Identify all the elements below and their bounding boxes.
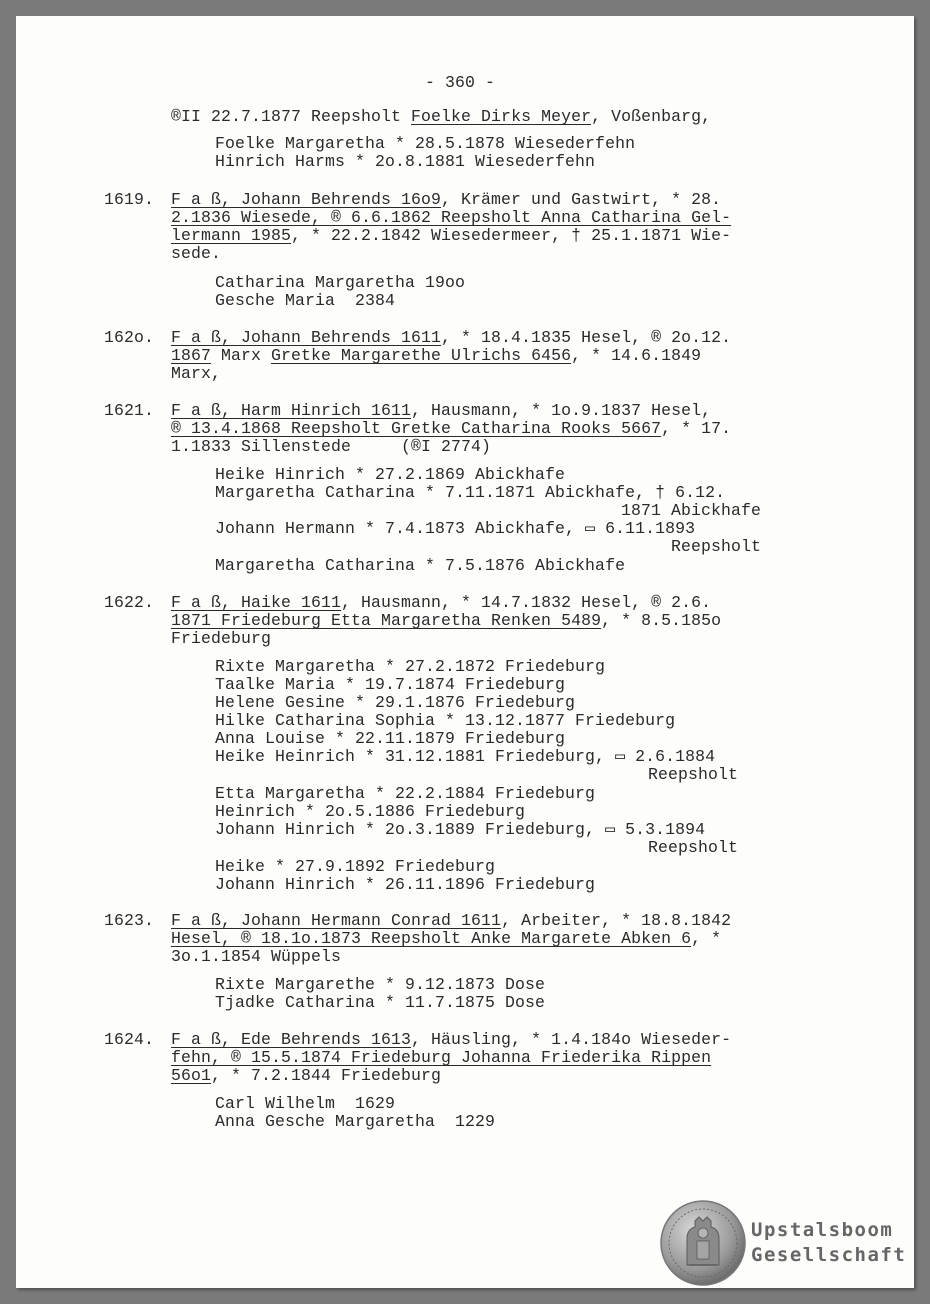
entry-line: Friedeburg xyxy=(171,629,272,648)
child-line: Johann Hermann * 7.4.1873 Abickhafe, ▭ 6.11.1893 xyxy=(215,519,696,538)
entry-number: 1619. xyxy=(104,190,155,209)
child-line: Gesche Maria 2384 xyxy=(215,291,396,310)
child-line: Taalke Maria * 19.7.1874 Friedeburg xyxy=(215,675,566,694)
entry-number: 1622. xyxy=(104,593,155,612)
child-line: Heike * 27.9.1892 Friedeburg xyxy=(215,857,496,876)
entry-line: sede. xyxy=(171,244,222,263)
entry-line: F a ß, Johann Behrends 16o9, Krämer und Gastwirt, * 28. xyxy=(171,190,722,209)
entry-line: F a ß, Johann Hermann Conrad 1611, Arbeiter, * 18.8.1842 xyxy=(171,911,732,930)
entry-line: 56o1, * 7.2.1844 Friedeburg xyxy=(171,1066,442,1085)
child-line: Catharina Margaretha 19oo xyxy=(215,273,466,292)
entry-number: 162o. xyxy=(104,328,155,347)
entry-number: 1621. xyxy=(104,401,155,420)
child-line: Margaretha Catharina * 7.5.1876 Abickhafe xyxy=(215,556,626,575)
child-line: 1871 Abickhafe xyxy=(621,501,762,520)
child-line: Hinrich Harms * 2o.8.1881 Wiesederfehn xyxy=(215,152,596,171)
child-line: Hilke Catharina Sophia * 13.12.1877 Friedeburg xyxy=(215,711,676,730)
entry-line: F a ß, Johann Behrends 1611, * 18.4.1835 Hesel, ® 2o.12. xyxy=(171,328,732,347)
page-number: - 360 - xyxy=(425,73,496,92)
entry-line: 2.1836 Wiesede, ® 6.6.1862 Reepsholt Anna Catharina Gel- xyxy=(171,208,732,227)
entry-line: F a ß, Ede Behrends 1613, Häusling, * 1.4.184o Wieseder- xyxy=(171,1030,732,1049)
entry-number: 1623. xyxy=(104,911,155,930)
entry-line: 1.1833 Sillenstede (®I 2774) xyxy=(171,437,492,456)
entry-line: Marx, xyxy=(171,364,222,383)
child-line: Tjadke Catharina * 11.7.1875 Dose xyxy=(215,993,546,1012)
document-page xyxy=(16,16,914,1288)
child-line: Heike Heinrich * 31.12.1881 Friedeburg, ▭ 2.6.1884 xyxy=(215,747,716,766)
seal-icon xyxy=(659,1199,747,1287)
child-line: Etta Margaretha * 22.2.1884 Friedeburg xyxy=(215,784,596,803)
child-line: Anna Louise * 22.11.1879 Friedeburg xyxy=(215,729,566,748)
child-line: Margaretha Catharina * 7.11.1871 Abickhafe, † 6.12. xyxy=(215,483,726,502)
entry-line: 3o.1.1854 Wüppels xyxy=(171,947,342,966)
child-line: Rixte Margarethe * 9.12.1873 Dose xyxy=(215,975,546,994)
entry-line: ® 13.4.1868 Reepsholt Gretke Catharina Rooks 5667, * 17. xyxy=(171,419,732,438)
child-line: Johann Hinrich * 26.11.1896 Friedeburg xyxy=(215,875,596,894)
child-line: Heinrich * 2o.5.1886 Friedeburg xyxy=(215,802,526,821)
child-line: Reepsholt xyxy=(648,765,739,784)
logo-text-line2: Gesellschaft xyxy=(751,1244,907,1266)
child-line: Carl Wilhelm 1629 xyxy=(215,1094,396,1113)
child-line: Reepsholt xyxy=(648,838,739,857)
entry-line: F a ß, Haike 1611, Hausmann, * 14.7.1832 Hesel, ® 2.6. xyxy=(171,593,712,612)
child-line: Anna Gesche Margaretha 1229 xyxy=(215,1112,496,1131)
child-line: Reepsholt xyxy=(671,537,762,556)
text-line: ®II 22.7.1877 Reepsholt Foelke Dirks Meyer, Voßenbarg, xyxy=(171,107,712,126)
entry-line: lermann 1985, * 22.2.1842 Wiesedermeer, † 25.1.1871 Wie- xyxy=(171,226,732,245)
entry-number: 1624. xyxy=(104,1030,155,1049)
child-line: Foelke Margaretha * 28.5.1878 Wiesederfehn xyxy=(215,134,636,153)
child-line: Johann Hinrich * 2o.3.1889 Friedeburg, ▭ 5.3.1894 xyxy=(215,820,706,839)
entry-line: 1867 Marx Gretke Margarethe Ulrichs 6456, * 14.6.1849 xyxy=(171,346,702,365)
child-line: Rixte Margaretha * 27.2.1872 Friedeburg xyxy=(215,657,606,676)
entry-line: fehn, ® 15.5.1874 Friedeburg Johanna Friederika Rippen xyxy=(171,1048,712,1067)
child-line: Helene Gesine * 29.1.1876 Friedeburg xyxy=(215,693,576,712)
logo-text-line1: Upstalsboom xyxy=(751,1219,894,1241)
child-line: Heike Hinrich * 27.2.1869 Abickhafe xyxy=(215,465,566,484)
entry-line: 1871 Friedeburg Etta Margaretha Renken 5489, * 8.5.185o xyxy=(171,611,722,630)
entry-line: Hesel, ® 18.1o.1873 Reepsholt Anke Margarete Abken 6, * xyxy=(171,929,722,948)
entry-line: F a ß, Harm Hinrich 1611, Hausmann, * 1o.9.1837 Hesel, xyxy=(171,401,712,420)
